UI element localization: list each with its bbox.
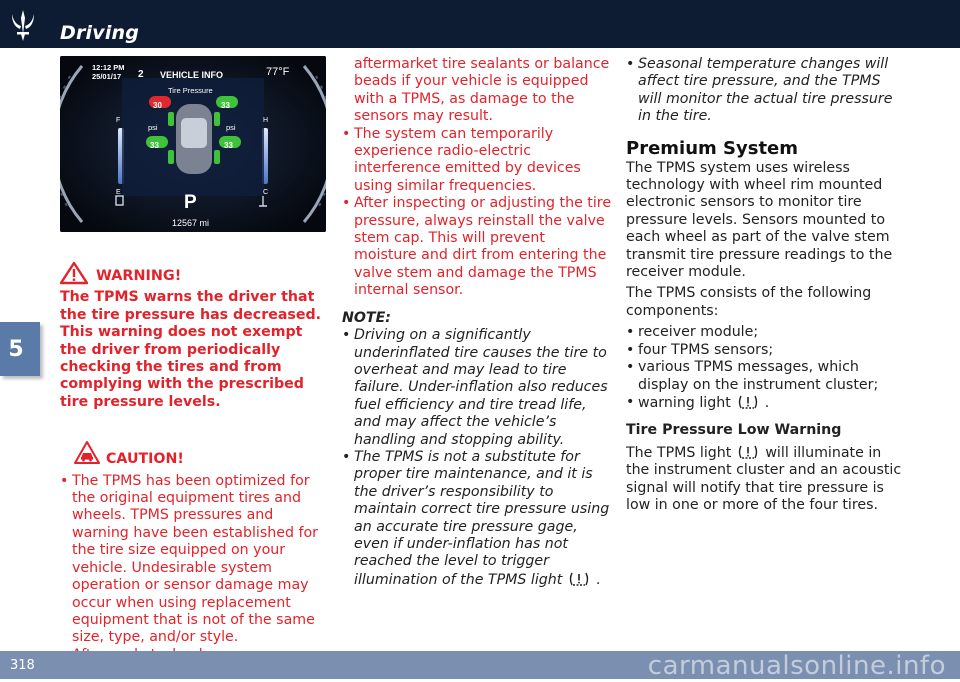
tpms-warning-icon xyxy=(568,571,590,587)
component-item xyxy=(626,394,906,412)
column-middle xyxy=(342,56,612,589)
note-list-continued xyxy=(626,56,906,126)
component-item-text: warning light xyxy=(638,394,731,411)
tire-rear-right-value: 33 xyxy=(224,141,233,150)
warning-text: The TPMS warns the driver that the tire pressure has decreased. This warning does not exempt the driver from periodically checking the tires and from complying with the prescribed tire pressure levels. xyxy=(60,289,322,410)
column-right xyxy=(626,56,906,514)
warning-triangle-icon xyxy=(60,261,88,285)
cluster-time: 12:12 PM xyxy=(92,63,125,72)
unit-right: psi xyxy=(226,123,236,132)
tpms-warning-icon xyxy=(737,444,759,460)
component-item: • four TPMS sensors; xyxy=(626,342,906,359)
premium-paragraph: The TPMS system uses wireless technology with wheel rim mounted electronic sensors to monitor tire pressure levels. Sensors mounted to each wheel as part of the valve stem transmit tire pressure readings to the receiver module. xyxy=(626,159,893,281)
note-list xyxy=(342,327,612,589)
temp-hot-label: H xyxy=(263,117,269,124)
low-warning-paragraph xyxy=(626,444,906,515)
caution-list-continued xyxy=(342,126,612,300)
low-warning-text: The TPMS light xyxy=(626,444,732,461)
caution-item: • The system can temporarily experience radio-electric interference emitted by devices using similar frequencies. xyxy=(342,126,612,196)
tire-front-left-value: 30 xyxy=(153,101,162,110)
note-item xyxy=(342,449,612,589)
warning-heading xyxy=(60,260,326,285)
components-list xyxy=(626,324,906,412)
warning-label: WARNING! xyxy=(96,268,182,284)
cluster-odometer: 12567 mi xyxy=(172,218,210,228)
premium-paragraph: The TPMS consists of the following components: xyxy=(626,285,872,319)
section-title: Premium System xyxy=(626,137,799,159)
cluster-title: VEHICLE INFO xyxy=(160,70,224,80)
temp-cold-label: C xyxy=(263,189,269,196)
cluster-gear-indicator: 2 xyxy=(138,69,144,80)
caution-item-continued: aftermarket tire sealants or balance beads if your vehicle is equipped with a TPMS, as damage to the sensors may result. xyxy=(354,56,610,125)
column-left xyxy=(60,56,326,682)
cluster-date: 25/01/17 xyxy=(92,71,122,81)
page-title: Driving xyxy=(60,22,140,44)
component-item: • receiver module; xyxy=(626,324,906,341)
unit-left: psi xyxy=(148,123,158,132)
caution-heading xyxy=(74,437,326,468)
cluster-temperature: 77°F xyxy=(266,66,290,78)
note-item-text-end: . xyxy=(596,571,601,588)
caution-car-icon xyxy=(74,440,100,466)
page-header xyxy=(0,0,960,48)
caution-item: • The TPMS has been optimized for the original equipment tires and wheels. TPMS pressures and warning have been established for the tire size equipped on your vehicle. Undesirable system operation or sensor damage may occur when using replacement equipment that is not of the same size, type, and/or style. xyxy=(60,473,326,682)
component-item-text-end: . xyxy=(764,394,770,411)
instrument-cluster-image xyxy=(60,56,326,232)
note-item: • Driving on a significantly underinflated tire causes the tire to overheat and may lead to tire failure. Under-inflation also reduces fuel efficiency and tire tread life, and may affect the vehicle’s handling and stopping ability. xyxy=(342,327,612,449)
note-item: • Seasonal temperature changes will affect tire pressure, and the TPMS will monitor the actual tire pressure in the tire. xyxy=(626,56,906,126)
caution-item: • After inspecting or adjusting the tire pressure, always reinstall the valve stem cap. This will prevent moisture and dirt from entering the valve stem and damage the TPMS internal sensor. xyxy=(342,195,612,299)
tpms-warning-icon xyxy=(737,394,759,410)
low-warning-text-end: will illuminate in the instrument cluster and an acoustic signal will notify that tire pressure is low in one or more of the four tires. xyxy=(626,444,902,513)
subsection-title: Tire Pressure Low Warning xyxy=(626,422,842,439)
tire-rear-left-value: 33 xyxy=(150,141,159,150)
chapter-tab[interactable] xyxy=(0,322,40,376)
fuel-empty-label: E xyxy=(116,189,121,196)
tire-front-right-value: 33 xyxy=(221,101,230,110)
component-item: • various TPMS messages, which display on the instrument cluster; xyxy=(626,359,906,394)
page-footer xyxy=(0,651,960,679)
trident-logo-icon xyxy=(8,8,38,42)
fuel-full-label: F xyxy=(116,117,121,124)
cluster-gear: P xyxy=(184,192,197,213)
note-label: NOTE: xyxy=(342,309,391,326)
caution-label: CAUTION! xyxy=(106,451,184,468)
chapter-number: 5 xyxy=(8,336,24,362)
watermark: carmanualsonline.info xyxy=(647,651,946,681)
note-item-text: The TPMS is not a substitute for proper tire maintenance, and it is the driver’s responsibility to maintain correct tire pressure using an accurate tire pressure gage, even if under-inflation has not reached the level to trigger illumination of the TPMS light xyxy=(354,448,610,588)
cluster-subtitle: Tire Pressure xyxy=(168,86,213,95)
page-number: 318 xyxy=(10,658,35,673)
